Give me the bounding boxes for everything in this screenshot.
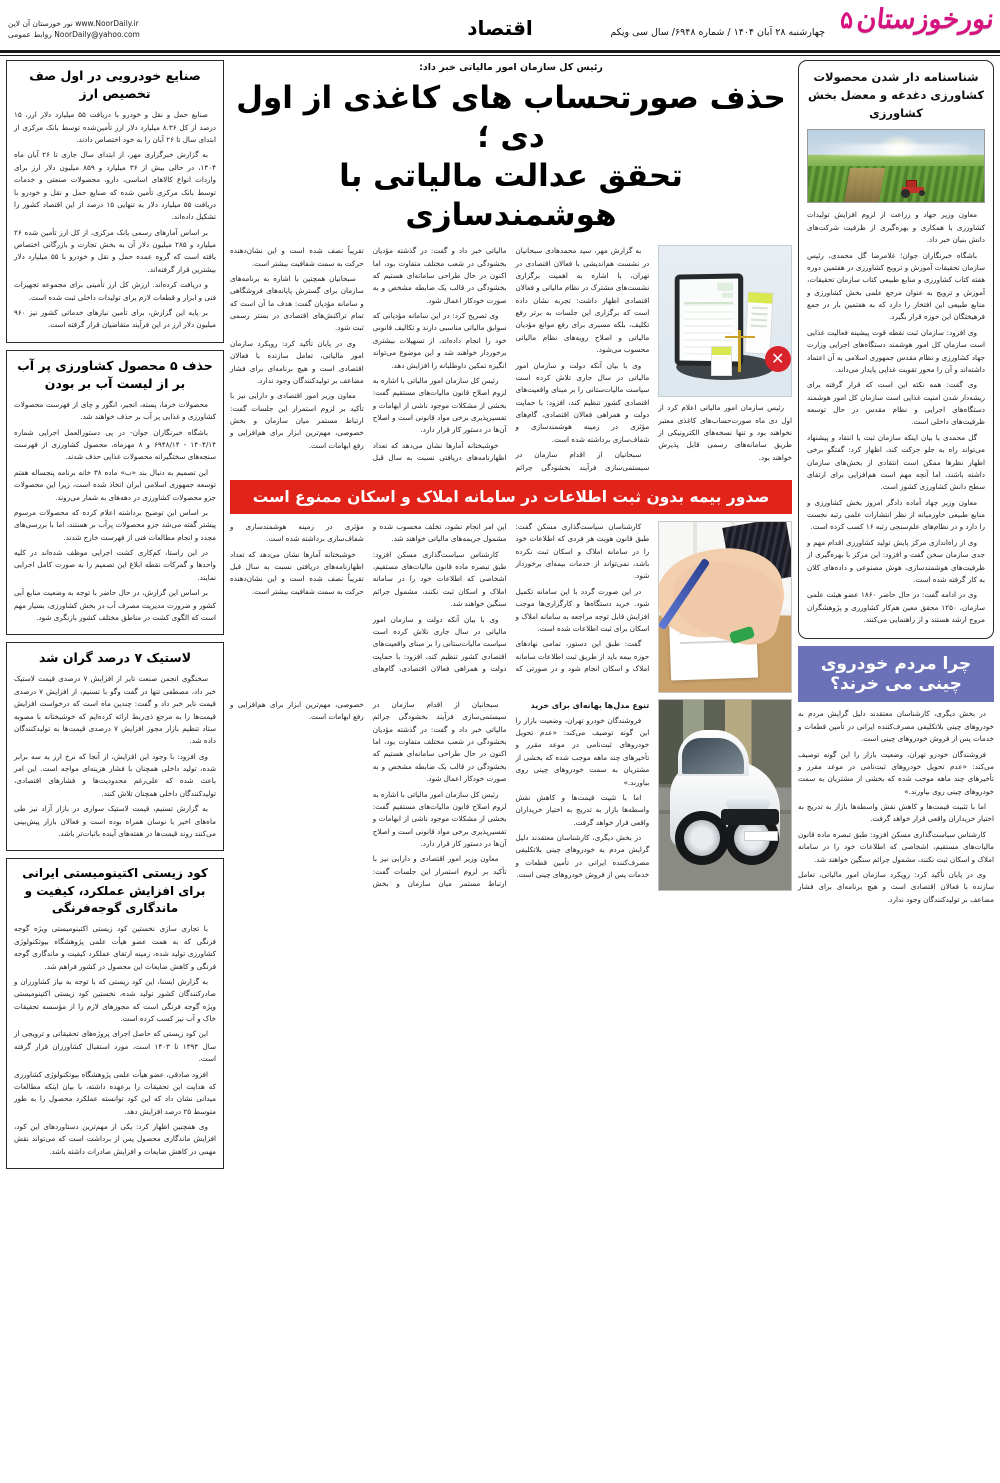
tablet-device bbox=[674, 274, 742, 367]
car-license-plate bbox=[744, 831, 778, 841]
paragraph: باشگاه خبرنگاران جوان؛ غلامرضا گل محمدی، رئیس سازمان تحقیقات آموزش و ترویج کشاورزی در هفتمین دوره هفته کتاب کشاورزی و منابع طبیعی کتاب‌ سازمان تحقیقات، آموزش و ترویج به عنوان مرجع علمی بخش کشاورزی و منابع طبیعی این افتخار را دارد که به هفتمین بار در جمع فرهیختگان این حوزه قرار بگیرد. bbox=[807, 250, 985, 322]
paragraph: بر اساس آمارهای رسمی بانک مرکزی، از کل ارز تأمین شده ۲۶ میلیارد و ۲۸۵ میلیون دلار آن به بخش تجارت و بازرگانی اختصاص یافته است که گروه عمده حمل و نقل و خودرو با ۵۵ میلیارد دلار بیشترین قرار گرفته‌اند. bbox=[14, 227, 216, 274]
paragraph: وی افزود: سازمان ثبت نقطه قوت پیشینه فعالیت غذایی است سازمان کل امور هوشمند دستگاه‌های اجرایی وزارت جهاد کشاورزی و نظام مقدس جمهوری اسلامی به آن اعتماد داشته‌اند و آن را محور تقویت غذایی پایدار می‌داند. bbox=[807, 327, 985, 374]
paragraph: معاون وزیر امور اقتصادی و دارایی نیز با تأکید بر لزوم استمرار این جلسات گفت: ارتباط مستمر میان سازمان و بخش خصوصی، مهم‌ترین ابزار برای هم‌افزایی و رفع ابهامات است. bbox=[230, 391, 364, 450]
website-url[interactable]: www.NoorDaily.ir bbox=[75, 19, 139, 28]
chinese-car-banner: چرا مردم خودروی چینی می خرند؟ bbox=[798, 646, 994, 702]
paragraph: گل محمدی با بیان اینکه سازمان ثبت با انتقاد و پیشنهاد می‌تواند راه به جلو حرکت کند، اظهار کرد: گفتگو برخی اظهار نظرها ممکن است انتقادی از بخش‌های سازمان داشته باشند، اما آنچه مهم است هم‌افزایی برای ارتقای سطح دانش کشاورزی کشور است. bbox=[807, 432, 985, 492]
paragraph: فروشندگان خودرو تهران، وضعیت بازار را این گونه توصیف می‌کند: «عدم تحویل خودروهای ثبت‌نامی در موعد مقرر و تأخیرهای چند ماهه موجب شده که بخشی از مشتریان به سمت خودروهای چینی روی بیاورند.» bbox=[798, 749, 994, 796]
paragraph: معاون وزیر جهاد آماده دادگر امروز بخش کشاورزی و منابع طبیعی خاورمیانه از نظر انتشارات علمی رتبه نخست را دارد و در نظام‌های علم‌سنجی رتبه ۱۶ کسب کرده است. bbox=[807, 497, 985, 532]
page-grid bbox=[0, 60, 1000, 1483]
paragraph: کارشناس سیاست‌گذاری مسکن افزود: طبق تبصره ماده قانون مالیات‌های مستقیم، اشخاصی که اطلاعات خود را در سامانه املاک و اسکان ثبت نکنند، مشمول جرائم سنگین خواهند شد. bbox=[798, 829, 994, 864]
page-number: ۵ bbox=[840, 5, 853, 34]
brief-title: صنایع خودرویی در اول صف تخصیص ارز bbox=[29, 68, 201, 102]
paragraph: به گزارش تسنیم، قیمت لاستیک سواری در بازار آزاد نیز طی ماه‌های اخیر با نوسان همراه بوده است و فعالان بازار پیش‌بینی می‌کنند روند قیمت‌ها در هفته‌های آینده باثبات‌تر باشد. bbox=[14, 804, 216, 838]
close-icon: ✕ bbox=[765, 346, 791, 372]
paragraph: خوشبختانه آمارها نشان می‌دهد که تعداد اظهارنامه‌های دریافتی نسبت به سال قبل تقریباً نصف شده است و این نشان‌دهنده حرکت به سمت شفافیت بیشتر است. bbox=[230, 246, 507, 463]
chinese-car-photo bbox=[658, 699, 792, 891]
paragraph: و دریافت کرده‌اند. ارزش کل ارز تأمینی برای مجموعه تجهیزات فنی و ابزار و قطعات لازم برای تولیدات داخلی ثبت شده است. bbox=[14, 280, 216, 302]
paragraph: وی در ادامه گفت: در حال حاضر ۱۸۶۰ عضو هیئت علمی سازمان، ۱۲۵۰ محقق معین هم‌کار کشاورزی و پژوهشگران مروج ارشد هستند و از راهنمایی می‌کنند. bbox=[807, 590, 986, 625]
main-column bbox=[230, 60, 792, 1477]
balance-scale-icon bbox=[738, 330, 741, 372]
paragraph: کارشناسان سیاست‌گذاری مسکن گفت: طبق قانون هویت هر فردی که اطلاعات خود را در سامانه املاک و اسکان ثبت نکرده باشد، نمی‌تواند از خدمات بیمه‌ای برخوردار شود. bbox=[515, 521, 650, 581]
paragraph: وی با بیان آنکه دولت و سازمان امور مالیاتی در سال جاری تلاش کرده است سیاست مالیات‌ستانی را بر مبنای واقعیت‌های اقتصادی کشور تنظیم کند، افزود: با حمایت دولت و همراهی فعالان اقتصادی، گام‌های مؤثری در زمینه هوشمندسازی و شفاف‌سازی برداشته شده است. bbox=[230, 521, 507, 674]
paragraph: با تجاری سازی نخستین کود زیستی اکتینومیستی ویژه گوجه فرنگی که به همت عضو هیأت علمی پژوهشگاه بیوتکنولوژی کشاورزی تولید شده، زمینه ارتقای عملکرد کیفیت و ماندگاری گوجه فرنگی و کاهش ضایعات این محصول در کشور فراهم شد. bbox=[14, 924, 216, 971]
contract-signing-photo bbox=[658, 521, 792, 693]
email-address[interactable]: NoorDaily@yahoo.com bbox=[54, 30, 140, 40]
notepad bbox=[711, 346, 732, 376]
paragraph: بر اساس این گزارش، در حال حاضر با توجه به وضعیت منابع آبی کشور و ضرورت مدیریت مصرف آب در بخش کشاورزی، بسیار مهم است که الگوی کشت در مناطق مختلف کشور بازنگری شود. bbox=[14, 588, 216, 622]
paragraph: به گزارش ایسنا، این کود زیستی که با توجه به نیاز کشاورزان و صادرکنندگان کشور تولید شده، نخستین کود زیستی اکتینومیستی ویژه گوجه فرنگی است که مجوزهای لازم را از مؤسسه تحقیقات خاک و آب نیز کسب کرده است. bbox=[14, 976, 216, 1024]
paragraph: وی تصریح کرد: در این سامانه مؤدیانی که سوابق مالیاتی مناسبی دارند و تکالیف قانونی خود را انجام داده‌اند، از تسهیلات بیشتری برخوردار خواهند شد و این موضوع می‌تواند انگیزه تمکین داوطلبانه را افزایش دهد. bbox=[372, 311, 507, 370]
soil-strip bbox=[844, 168, 885, 203]
car-grille bbox=[721, 809, 779, 825]
brief-title: لاستیک ۷ درصد گران شد bbox=[38, 650, 192, 666]
paragraph: معاون وزیر امور اقتصادی و دارایی نیز با تأکید بر لزوم استمرار این جلسات گفت: ارتباط مستمر میان سازمان و بخش خصوصی، مهم‌ترین ابزار برای هم‌افزایی و رفع ابهامات است. bbox=[230, 699, 507, 889]
main-headline bbox=[230, 79, 792, 235]
paragraph: اما با تثبیت قیمت‌ها و کاهش نقش واسطه‌ها بازار به تدریج به اختیار خریداران واقعی قرار خواهد گرفت. bbox=[798, 802, 994, 824]
paper-receipt bbox=[745, 292, 775, 355]
paragraph: رئیس کل سازمان امور مالیاتی با اشاره به لزوم اصلاح قانون مالیات‌های مستقیم گفت: بخشی از مشکلات موجود ناشی از ابهامات و تفسیرپذیری برخی مواد قانونی است و اصلاح آن‌ها در دستور کار قرار دارد. bbox=[372, 789, 507, 849]
brief-tire-price bbox=[6, 642, 224, 851]
paragraph: کارشناس سیاست‌گذاری مسکن افزود: طبق تبصره ماده قانون مالیات‌های مستقیم، اشخاصی که اطلاعات خود را در سامانه املاک و اسکان ثبت نکنند، مشمول جرائم سنگین خواهند شد. bbox=[372, 549, 507, 609]
car-headlight bbox=[726, 796, 770, 810]
article-kicker: رئیس کل سازمان امور مالیاتی خبر داد: bbox=[419, 62, 603, 73]
tractor-icon bbox=[900, 180, 926, 196]
contact-label-pr: روابط عمومی bbox=[8, 30, 52, 40]
insurance-article-body bbox=[230, 521, 649, 693]
paragraph: این تصمیم به دنبال بند «ب» ماده ۳۸ خانه برنامه پنجساله هفتم توسعه جمهوری اسلامی ایران اتخاذ شده است، زیرا این محصولات جزو محصولات کشاورزی در دهه‌های به شمار می‌روند. bbox=[14, 467, 216, 502]
car-article-subhead: تنوع مدل‌ها بهانه‌ای برای خرید bbox=[530, 700, 650, 710]
paragraph: در این صورت گردد با این سامانه تکمیل شود. خرید دستگاه‌ها و کارگزاری‌ها موجب افزایش قابل توجه مراجعه به سامانه املاک و اسکان برای ثبت اطلاعات شده است. bbox=[515, 586, 650, 633]
brief-body bbox=[14, 399, 216, 624]
brief-body bbox=[14, 109, 216, 331]
car-article-flow bbox=[230, 699, 792, 891]
brief-water-crops bbox=[6, 350, 224, 636]
paragraph: فروشندگان خودرو تهران، وضعیت بازار را این گونه توصیف می‌کند: «عدم تحویل خودروهای ثبت‌نامی در موعد مقرر و تأخیرهای چند ماهه موجب شده که بخشی از مشتریان به سمت خودروهای چینی روی بیاورند.» bbox=[515, 715, 650, 787]
brief-auto-industry bbox=[6, 60, 224, 343]
paragraph: افزود صادقی، عضو هیأت علمی پژوهشگاه بیوتکنولوژی کشاورزی که هدایت این تحقیقات را برعهده داشته، با بیان اینکه مطالعات میدانی نشان داد که این کود توانسته عملکرد محصول را به طور متوسط ۲۵ درصد افزایش دهد. bbox=[14, 1069, 216, 1116]
paragraph: وی از راه‌اندازی مرکز پایش تولید کشاورزی اقدام مهم و جدی سازمان سخن گفت و افزود: این مرکز با بهره‌گیری از ظرفیت‌های هوشمندسازی، هوش مصنوعی و داده‌های کلان به کار گرفته شده است. bbox=[807, 537, 985, 584]
paragraph: محصولات خرما، پسته، انجیر، انگور و چای از فهرست محصولات کشاورزی و غذایی پر آب بر حذف خواهند شد. bbox=[14, 399, 216, 422]
masthead bbox=[0, 0, 1000, 54]
paragraph: سخنگوی انجمن صنعت تایر از افزایش ۷ درصدی قیمت لاستیک خبر داد، مصطفی تنها در گفت وگو با تسنیم، از افزایش ۷ درصدی قیمت تایر خبر داد و گفت: چندین ماه است که درخواست افزایش قیمت‌ها را به مرجع ذی‌ربط ارائه کرده‌ایم که خوشبختانه با مصوبه ستاد تنظیم بازار مجوز افزایش ۷ درصدی قیمت‌ها به تولیدکنندگان داده شد. bbox=[14, 674, 216, 746]
masthead-rule-thick bbox=[0, 50, 1000, 53]
paragraph: بر پایه این گزارش، برای تأمین نیازهای خدماتی کشور نیز ۹۶۰ میلیون دلار ارز در این فرآیند متقاضیان قرار گرفته است. bbox=[14, 307, 216, 330]
brief-title: کود زیستی اکتینومیستی ایرانی برای افزایش عملکرد، کیفیت و ماندگاری گوجه‌فرنگی bbox=[22, 866, 208, 916]
right-sidebar bbox=[798, 60, 994, 1477]
paragraph: در بخش دیگری، کارشناسان معتقدند دلیل گرایش مردم به خودروهای چینی بلاتکلیفی مصرف‌کننده ایرانی در تأمین قطعات و خدمات پس از فروش خودروهای چینی است. bbox=[515, 833, 650, 880]
headline-line-1: حذف صورتحساب های کاغذی از اول دی ؛ bbox=[236, 80, 786, 156]
insurance-banner: صدور بیمه بدون ثبت اطلاعات در سامانه املاک و اسکان ممنوع است bbox=[230, 480, 792, 514]
car-windows bbox=[682, 738, 744, 774]
left-sidebar bbox=[6, 60, 224, 1477]
paragraph: این کود زیستی که حاصل اجرای پروژه‌های تحقیقاتی و ترویجی از سال ۱۳۹۴ تا ۱۴۰۳ است، مورد استقبال کشاورزان قرار گرفته است. bbox=[14, 1029, 216, 1064]
tablet-invoice-photo bbox=[658, 245, 792, 397]
insurance-article-flow bbox=[230, 521, 792, 693]
paragraph: سبحانیان از اقدام سازمان در سیستمی‌سازی فرآیند بخشودگی جرائم مالیاتی خبر داد و گفت: در گذشته مؤدیان بخشودگی در شعب مختلف متفاوت بود، اما اکنون در حال طراحی سامانه‌ای هستیم که بخشودگی در قالب یک ضابطه مشخص و به صورت خودکار اعمال شود. bbox=[372, 246, 650, 472]
farm-tractor-photo bbox=[807, 129, 985, 203]
paragraph: در این راستا، کم‌کاری کشت اجرایی موظف شده‌اند در کلیه واحدها و گمرکات نقطه ابلاغ این تصمیم را به صورت کامل اجرایی نمایند. bbox=[14, 548, 216, 582]
issue-date-line: چهارشنبه ۲۸ آبان ۱۴۰۴ / شماره ۶۹۴۸/ سال سی ویکم bbox=[610, 27, 825, 38]
contact-info bbox=[8, 18, 140, 41]
paragraph: وی افزود: با وجود این افزایش، از آنجا که نرخ ارز به سه برابر شده، تولید داخلی همچنان با فشار هزینه‌ای مواجه است. این امر باعث شده که علی‌رغم محدودیت‌ها و فشارهای اقتصادی، تولیدکنندگان داخلی همچنان تلاش کنند. bbox=[14, 751, 216, 798]
paragraph: به گزارش خبرگزاری مهر، از ابتدای سال جاری تا ۲۶ آبان ماه ۱۴۰۴، در حالی بیش از ۳۶ میلیارد و ۸۵۹ میلیون دلار ارز برای واردات انواع کالاهای اساسی، دارو، محصولات صنعتی و خدمات توسط بانک مرکزی تأمین شده که صنایع حمل و نقل و خودرو با دریافت ۵۵ میلیارد دلار به تنهایی ۱۵ درصد از این اقتصاد کشور را تشکیل داده‌اند. bbox=[14, 150, 217, 222]
paragraph: وی گفت: همه نکته این است که قرار گرفته برای ریشه‌دار شدن امنیت غذایی است سازمان کل امور هوشمند دستگاه‌های اجرایی و نظام مقدس در حال توسعه ظرفیت‌های داخلی است. bbox=[807, 380, 985, 427]
headline-line-2: تحقق عدالت مالیاتی با هوشمندسازی bbox=[339, 158, 683, 234]
brief-title: حذف ۵ محصول کشاورزی پر آب بر از لیست آب بر بودن bbox=[17, 357, 213, 391]
agriculture-article bbox=[798, 60, 994, 639]
masthead-rule-thin bbox=[0, 55, 1000, 56]
chinese-car-intro bbox=[798, 708, 994, 906]
agriculture-article-body bbox=[807, 209, 985, 626]
paragraph: سبحانیان از اقدام سازمان در سیستمی‌سازی فرآیند بخشودگی جرائم مالیاتی خبر داد و گفت: در گذشته مؤدیان بخشودگی در شعب مختلف متفاوت بود، اما اکنون در حال طراحی سامانه‌ای هستیم که بخشودگی در قالب یک ضابطه مشخص و به صورت خودکار اعمال شود. bbox=[372, 699, 507, 784]
agriculture-article-title: شناسنامه دار شدن محصولات کشاورزی دغدغه و معضل بخش کشاورزی bbox=[807, 70, 985, 120]
car-article-body bbox=[230, 699, 649, 891]
paragraph: گفت: طبق این دستور، تمامی نهادهای حوزه بیمه باید از طریق ثبت اطلاعات سامانه املاک و اسکان انجام شود و در صورتی که این امر انجام نشود، تخلف محسوب شده و مشمول جریمه‌های مالیاتی خواهند شد. bbox=[372, 521, 650, 674]
paragraph: وی همچنین اظهار کرد: یکی از مهم‌ترین دستاوردهای این کود، افزایش ماندگاری محصول پس از برداشت است که می‌تواند نقش مهمی در کاهش ضایعات و افزایش صادرات داشته باشد. bbox=[14, 1122, 216, 1156]
paragraph: وی در پایان تأکید کرد: رویکرد سازمان امور مالیاتی، تعامل سازنده با فعالان اقتصادی است و هیچ برنامه‌ای برای فشار مضاعف بر تولیدکنندگان وجود ندارد. bbox=[798, 869, 994, 904]
logo-wordmark: نورخوزستان bbox=[855, 4, 996, 35]
paragraph: رئیس کل سازمان امور مالیاتی با اشاره به لزوم اصلاح قانون مالیات‌های مستقیم گفت: بخشی از مشکلات موجود ناشی از ابهامات و تفسیرپذیری برخی مواد قانونی است و اصلاح آن‌ها در دستور کار قرار دارد. bbox=[372, 375, 507, 435]
paragraph: صنایع حمل و نقل و خودرو با دریافت ۵۵ میلیارد دلار ارز، ۱۵ درصد از کل ۸.۳۶ میلیارد دلار ارز تأمین‌شده توسط بانک مرکزی از ابتدای سال تا ۲۶ آبان را به خود اختصاص دادند. bbox=[14, 110, 217, 144]
brief-body bbox=[14, 673, 216, 840]
paragraph: معاون وزیر جهاد و زراعت از لزوم افزایش تولیدات کشاورزی با همکاری و بهره‌گیری از ظرفیت شرکت‌های دانش بنیان خبر داد. bbox=[807, 210, 985, 245]
contact-label-online: نور خوزستان آن لاین bbox=[8, 19, 73, 28]
cloud-band bbox=[822, 144, 970, 156]
paragraph: وی در پایان تأکید کرد: رویکرد سازمان امور مالیاتی، تعامل سازنده با فعالان اقتصادی است و هیچ برنامه‌ای برای فشار مضاعف بر تولیدکنندگان وجود ندارد. bbox=[230, 338, 364, 385]
paragraph: اما با تثبیت قیمت‌ها و کاهش نقش واسطه‌ها بازار به تدریج به اختیار خریداران واقعی قرار خواهد گرفت. bbox=[515, 792, 650, 827]
main-article-flow bbox=[230, 245, 792, 474]
paragraph: سبحانیان همچنین با اشاره به برنامه‌های سازمان برای گسترش پایانه‌های فروشگاهی و سامانه مؤدیان گفت: هدف ما آن است که تمام تراکنش‌های اقتصادی در بستر رسمی ثبت شود. bbox=[230, 273, 364, 333]
page-title: اقتصاد bbox=[467, 16, 533, 40]
paragraph: وی با بیان آنکه دولت و سازمان امور مالیاتی در سال جاری تلاش کرده است سیاست مالیات‌ستانی را بر مبنای واقعیت‌های اقتصادی کشور تنظیم کند، افزود: با حمایت دولت و همراهی فعالان اقتصادی، گام‌های مؤثری در زمینه هوشمندسازی و شفاف‌سازی برداشته شده است. bbox=[515, 360, 650, 444]
paragraph: خوشبختانه آمارها نشان می‌دهد که تعداد اظهارنامه‌های دریافتی نسبت به سال قبل تقریباً نصف شده است و این نشان‌دهنده حرکت به سمت شفافیت بیشتر است. bbox=[230, 549, 364, 596]
brief-body bbox=[14, 923, 216, 1158]
paragraph: به گزارش مهر، سید محمدهادی سبحانیان در نشست هم‌اندیشی با فعالان اقتصادی در تهران، با اشاره به اهمیت برگزاری نشست‌های مشترک در نظام مالیاتی و فعالان اقتصادی اظهار داشت: تجربه نشان داده است که برگزاری این جلسات به برتر رفع تکلیف، بلکه مسیری برای رفع موانع مؤدیان مالیاتی و اصلاح رویه‌های نظام مالیاتی محسوب می‌شود. bbox=[515, 246, 650, 355]
brief-biofertilizer bbox=[6, 858, 224, 1169]
paragraph: باشگاه خبرنگاران جوان- در پی دستورالعمل اجرایی شماره ۱۴۰۴/۱۴ - ۶۹۴۸/۱۴ و ۸ مهرماه، محصول کشاورزی از فهرست سنجه‌های سختگیرانه محصولات غذایی حذف شدند. bbox=[14, 427, 216, 462]
paragraph: در بخش دیگری، کارشناسان معتقدند دلیل گرایش مردم به خودروهای چینی بلاتکلیفی مصرف‌کننده ایرانی در تأمین قطعات و خدمات پس از فروش خودروهای چینی است. bbox=[798, 709, 994, 744]
paragraph: رئیس سازمان امور مالیاتی اعلام کرد از اول دی ماه صورت‌حساب‌های کاغذی معتبر نخواهند بود و تنها نسخه‌های الکترونیکی از طریق سامانه‌های رسمی قابل پذیرش خواهند بود. bbox=[658, 403, 792, 462]
crop-rows bbox=[808, 166, 984, 202]
paragraph: بر اساس این توضیح برداشته اعلام کرده که محصولات مرسوم پیشتر گفته می‌شد جزو محصولات پرآب بر هستند، اما با بررسی‌های مجدد و انجام مطالعات فنی از فهرست خارج شدند. bbox=[14, 507, 216, 542]
